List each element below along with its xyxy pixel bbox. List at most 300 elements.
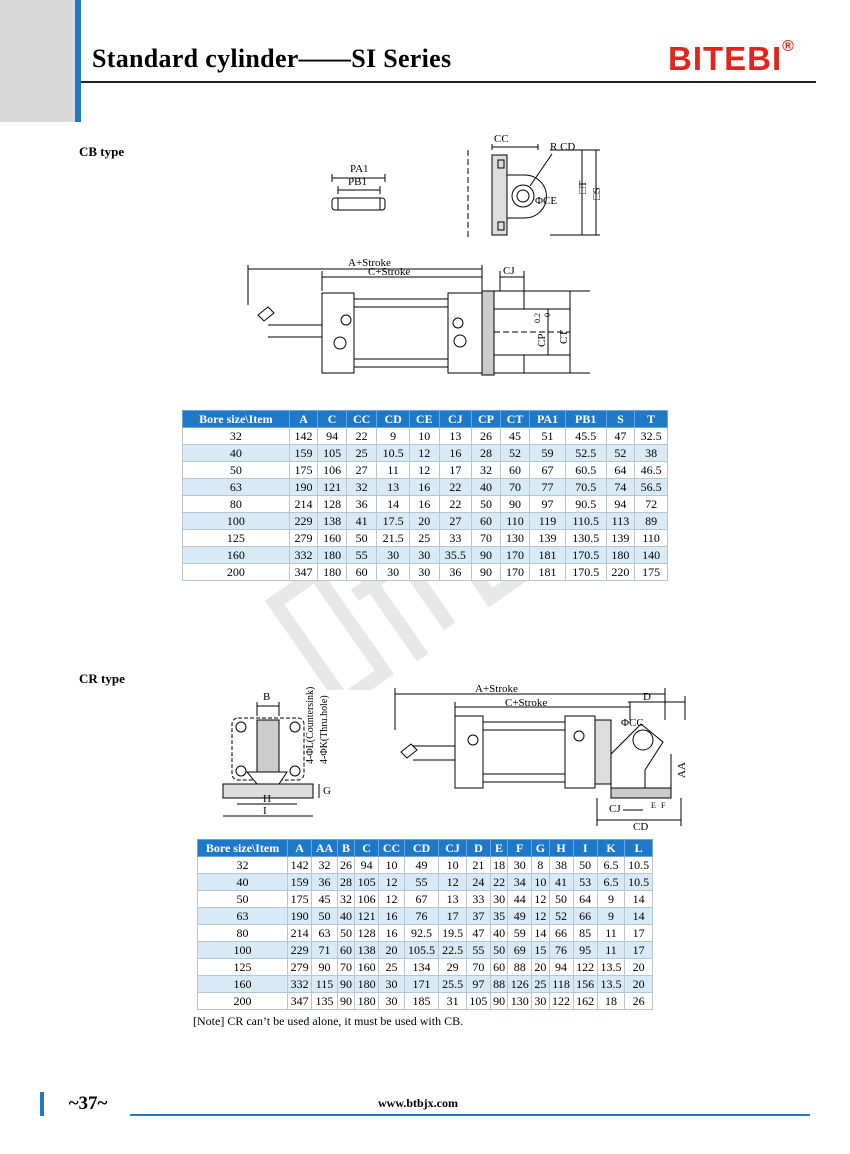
cp-tol-upper: 0.2	[533, 313, 542, 323]
table-cell: 105	[466, 993, 490, 1010]
bore-size-cell: 80	[183, 496, 290, 513]
table-cell: 22	[439, 496, 472, 513]
table-cell: 14	[377, 496, 410, 513]
table-cell: 105	[355, 874, 379, 891]
table-row	[198, 857, 653, 874]
table-cell: 16	[410, 496, 440, 513]
table-cell: 90	[500, 496, 530, 513]
table-cell: 70	[472, 530, 501, 547]
table-cell: 11	[597, 942, 625, 959]
column-header: A	[288, 840, 312, 857]
cb-pin-and-bracket-diagram	[320, 130, 620, 250]
f-label: F	[661, 801, 666, 810]
table-cell: 66	[549, 925, 573, 942]
column-header: T	[635, 411, 668, 428]
table-cell: 27	[439, 513, 472, 530]
table-cell: 30	[379, 976, 405, 993]
table-cell: 126	[508, 976, 532, 993]
column-header: PA1	[530, 411, 566, 428]
table-cell: 138	[318, 513, 347, 530]
table-cell: 36	[346, 496, 376, 513]
bore-size-cell: 100	[183, 513, 290, 530]
table-row	[183, 428, 668, 445]
table-cell: 50	[573, 857, 597, 874]
table-cell: 10.5	[625, 857, 653, 874]
table-cell: 32	[472, 462, 501, 479]
cr-dimension-table	[197, 839, 653, 1010]
table-cell: 13.5	[597, 976, 625, 993]
bore-size-cell: 50	[183, 462, 290, 479]
table-cell: 139	[606, 530, 635, 547]
table-cell: 63	[312, 925, 338, 942]
table-cell: 70	[337, 959, 354, 976]
table-cell: 53	[573, 874, 597, 891]
table-cell: 110	[635, 530, 668, 547]
table-cell: 33	[466, 891, 490, 908]
table-cell: 171	[404, 976, 438, 993]
table-header-row	[183, 411, 668, 428]
cb-cylinder-assembly-diagram	[240, 255, 600, 380]
table-cell: 17	[625, 942, 653, 959]
table-cell: 12	[379, 874, 405, 891]
table-row	[183, 496, 668, 513]
table-cell: 214	[289, 496, 318, 513]
table-cell: 22	[346, 428, 376, 445]
cc-diameter-label: ΦCC	[621, 717, 644, 729]
table-row	[198, 959, 653, 976]
column-header: CJ	[439, 840, 467, 857]
table-cell: 229	[288, 942, 312, 959]
table-cell: 90	[472, 547, 501, 564]
table-cell: 94	[318, 428, 347, 445]
table-cell: 70.5	[565, 479, 606, 496]
table-cell: 122	[549, 993, 573, 1010]
table-cell: 95	[573, 942, 597, 959]
header-sidebar-block	[0, 0, 75, 122]
table-cell: 27	[346, 462, 376, 479]
table-cell: 12	[532, 908, 549, 925]
table-cell: 90	[490, 993, 507, 1010]
table-cell: 17	[625, 925, 653, 942]
table-cell: 97	[466, 976, 490, 993]
table-cell: 74	[606, 479, 635, 496]
table-cell: 142	[288, 857, 312, 874]
table-cell: 69	[508, 942, 532, 959]
k-thru-label: 4-ΦK(Thru.hole)	[319, 695, 330, 764]
table-cell: 60	[500, 462, 530, 479]
table-cell: 46.5	[635, 462, 668, 479]
table-cell: 52	[549, 908, 573, 925]
column-header: AA	[312, 840, 338, 857]
table-cell: 32	[346, 479, 376, 496]
bore-size-cell: 100	[198, 942, 288, 959]
cb-dimension-table	[182, 410, 668, 581]
cr-usage-note: [Note] CR can’t be used alone, it must be used with CB.	[193, 1014, 464, 1028]
table-cell: 21.5	[377, 530, 410, 547]
table-cell: 185	[404, 993, 438, 1010]
e-label: E	[651, 801, 656, 810]
table-cell: 38	[549, 857, 573, 874]
table-cell: 28	[337, 874, 354, 891]
ct-label: CT	[558, 329, 570, 344]
table-cell: 9	[597, 908, 625, 925]
i-label: I	[263, 805, 267, 817]
table-cell: 128	[318, 496, 347, 513]
table-cell: 90	[337, 976, 354, 993]
table-cell: 139	[530, 530, 566, 547]
table-cell: 94	[549, 959, 573, 976]
table-cell: 138	[355, 942, 379, 959]
table-cell: 40	[490, 925, 507, 942]
column-header: PB1	[565, 411, 606, 428]
table-cell: 22.5	[439, 942, 467, 959]
footer-rule	[130, 1114, 810, 1116]
table-cell: 49	[404, 857, 438, 874]
table-row	[183, 547, 668, 564]
table-cell: 17	[439, 908, 467, 925]
cr-cj-label: CJ	[609, 803, 621, 815]
table-cell: 60	[337, 942, 354, 959]
table-cell: 32	[312, 857, 338, 874]
cr-bracket-diagram	[215, 676, 340, 826]
table-cell: 55	[346, 547, 376, 564]
page-title: Standard cylinder——SI Series	[92, 44, 452, 73]
table-cell: 12	[410, 445, 440, 462]
table-cell: 162	[573, 993, 597, 1010]
table-cell: 47	[606, 428, 635, 445]
column-header: C	[355, 840, 379, 857]
table-cell: 128	[355, 925, 379, 942]
table-cell: 76	[404, 908, 438, 925]
table-header-row	[198, 840, 653, 857]
table-cell: 26	[625, 993, 653, 1010]
table-cell: 50	[337, 925, 354, 942]
table-cell: 59	[508, 925, 532, 942]
column-header: A	[289, 411, 318, 428]
table-cell: 9	[377, 428, 410, 445]
table-cell: 14	[625, 891, 653, 908]
cp-tol-lower: 0	[543, 313, 552, 317]
table-cell: 8	[532, 857, 549, 874]
table-cell: 41	[346, 513, 376, 530]
table-cell: 13	[439, 891, 467, 908]
table-row	[183, 445, 668, 462]
table-cell: 30	[490, 891, 507, 908]
table-cell: 14	[532, 925, 549, 942]
table-cell: 76	[549, 942, 573, 959]
table-cell: 279	[288, 959, 312, 976]
table-cell: 180	[355, 993, 379, 1010]
table-cell: 13.5	[597, 959, 625, 976]
table-cell: 60	[490, 959, 507, 976]
table-cell: 16	[379, 925, 405, 942]
column-header-bore-size: Bore size\Item	[183, 411, 290, 428]
table-cell: 180	[318, 564, 347, 581]
cr-c-stroke-label: C+Stroke	[505, 697, 548, 709]
table-cell: 17	[439, 462, 472, 479]
bore-size-cell: 40	[198, 874, 288, 891]
table-cell: 50	[549, 891, 573, 908]
table-cell: 121	[318, 479, 347, 496]
registered-mark: ®	[782, 38, 795, 55]
table-cell: 106	[355, 891, 379, 908]
l-countersink-label: 4-ΦL(Countersink)	[305, 686, 316, 764]
table-cell: 41	[549, 874, 573, 891]
table-cell: 10.5	[625, 874, 653, 891]
bore-size-cell: 125	[198, 959, 288, 976]
bore-size-cell: 80	[198, 925, 288, 942]
table-cell: 30	[377, 564, 410, 581]
table-cell: 30	[508, 857, 532, 874]
table-cell: 118	[549, 976, 573, 993]
table-row	[198, 908, 653, 925]
table-cell: 22	[490, 874, 507, 891]
table-row	[183, 513, 668, 530]
table-cell: 94	[606, 496, 635, 513]
table-cell: 49	[508, 908, 532, 925]
table-cell: 52.5	[565, 445, 606, 462]
table-cell: 19.5	[439, 925, 467, 942]
table-cell: 26	[472, 428, 501, 445]
table-cell: 170.5	[565, 547, 606, 564]
table-cell: 14	[625, 908, 653, 925]
table-cell: 175	[288, 891, 312, 908]
table-cell: 67	[530, 462, 566, 479]
table-cell: 180	[606, 547, 635, 564]
table-cell: 20	[625, 976, 653, 993]
table-cell: 130	[508, 993, 532, 1010]
table-cell: 90	[472, 564, 501, 581]
table-cell: 94	[355, 857, 379, 874]
column-header: CC	[346, 411, 376, 428]
table-cell: 113	[606, 513, 635, 530]
table-cell: 121	[355, 908, 379, 925]
column-header: CP	[472, 411, 501, 428]
table-cell: 25	[410, 530, 440, 547]
table-row	[198, 874, 653, 891]
brand-name: BITEBI	[668, 40, 783, 77]
table-cell: 10.5	[377, 445, 410, 462]
table-cell: 25.5	[439, 976, 467, 993]
bore-size-cell: 63	[183, 479, 290, 496]
table-cell: 88	[508, 959, 532, 976]
table-cell: 110.5	[565, 513, 606, 530]
table-cell: 175	[289, 462, 318, 479]
column-header: L	[625, 840, 653, 857]
table-row	[183, 530, 668, 547]
cb-type-label: CB type	[79, 144, 125, 159]
table-cell: 332	[289, 547, 318, 564]
column-header: G	[532, 840, 549, 857]
table-cell: 10	[532, 874, 549, 891]
t-label: □T	[577, 180, 589, 194]
g-label: G	[323, 785, 331, 797]
table-cell: 115	[312, 976, 338, 993]
bore-size-cell: 200	[198, 993, 288, 1010]
table-cell: 25	[346, 445, 376, 462]
table-cell: 12	[532, 891, 549, 908]
table-cell: 45	[500, 428, 530, 445]
table-cell: 29	[439, 959, 467, 976]
table-cell: 60	[472, 513, 501, 530]
table-cell: 50	[490, 942, 507, 959]
table-cell: 52	[500, 445, 530, 462]
table-cell: 229	[289, 513, 318, 530]
table-cell: 70	[500, 479, 530, 496]
table-cell: 181	[530, 547, 566, 564]
bore-size-cell: 125	[183, 530, 290, 547]
header-rule	[81, 81, 816, 83]
table-cell: 140	[635, 547, 668, 564]
table-cell: 6.5	[597, 857, 625, 874]
table-cell: 10	[410, 428, 440, 445]
bore-size-cell: 160	[183, 547, 290, 564]
table-cell: 64	[573, 891, 597, 908]
column-header: CJ	[439, 411, 472, 428]
table-row	[198, 925, 653, 942]
table-cell: 88	[490, 976, 507, 993]
column-header: E	[490, 840, 507, 857]
table-cell: 22	[439, 479, 472, 496]
footer-url: www.btbjx.com	[378, 1096, 458, 1110]
table-cell: 47	[466, 925, 490, 942]
table-cell: 72	[635, 496, 668, 513]
table-cell: 25	[379, 959, 405, 976]
table-cell: 170	[500, 547, 530, 564]
table-cell: 332	[288, 976, 312, 993]
table-cell: 190	[288, 908, 312, 925]
bore-size-cell: 160	[198, 976, 288, 993]
table-cell: 89	[635, 513, 668, 530]
table-cell: 60	[346, 564, 376, 581]
table-cell: 170	[500, 564, 530, 581]
table-cell: 130.5	[565, 530, 606, 547]
column-header: CD	[404, 840, 438, 857]
cr-a-stroke-label: A+Stroke	[475, 683, 518, 695]
table-cell: 16	[410, 479, 440, 496]
table-cell: 32	[337, 891, 354, 908]
table-cell: 13	[439, 428, 472, 445]
table-cell: 160	[355, 959, 379, 976]
table-cell: 190	[289, 479, 318, 496]
bore-size-cell: 32	[198, 857, 288, 874]
table-cell: 64	[606, 462, 635, 479]
cr-type-label: CR type	[79, 671, 125, 686]
table-cell: 20	[410, 513, 440, 530]
table-cell: 25	[532, 976, 549, 993]
table-cell: 30	[377, 547, 410, 564]
cd-label: CD	[633, 821, 649, 832]
table-row	[183, 564, 668, 581]
table-cell: 56.5	[635, 479, 668, 496]
column-header-bore-size: Bore size\Item	[198, 840, 288, 857]
table-cell: 16	[439, 445, 472, 462]
table-cell: 160	[318, 530, 347, 547]
table-cell: 97	[530, 496, 566, 513]
bore-size-cell: 200	[183, 564, 290, 581]
table-cell: 26	[337, 857, 354, 874]
table-cell: 12	[379, 891, 405, 908]
table-cell: 13	[377, 479, 410, 496]
table-cell: 30	[532, 993, 549, 1010]
column-header: CD	[377, 411, 410, 428]
column-header: K	[597, 840, 625, 857]
table-cell: 55	[466, 942, 490, 959]
table-cell: 40	[472, 479, 501, 496]
table-cell: 12	[439, 874, 467, 891]
rcd-label: R CD	[550, 141, 576, 153]
bore-size-cell: 32	[183, 428, 290, 445]
table-cell: 159	[289, 445, 318, 462]
table-cell: 181	[530, 564, 566, 581]
table-cell: 214	[288, 925, 312, 942]
table-cell: 105.5	[404, 942, 438, 959]
ce-label: ΦCE	[535, 195, 558, 207]
b-label: B	[263, 691, 271, 703]
column-header: D	[466, 840, 490, 857]
table-cell: 36	[312, 874, 338, 891]
table-cell: 52	[606, 445, 635, 462]
table-cell: 30	[410, 564, 440, 581]
cr-cylinder-assembly-diagram	[385, 680, 700, 832]
aa-label: AA	[676, 762, 688, 778]
table-cell: 50	[472, 496, 501, 513]
table-cell: 6.5	[597, 874, 625, 891]
table-cell: 71	[312, 942, 338, 959]
cc-label: CC	[494, 133, 509, 145]
table-cell: 11	[597, 925, 625, 942]
table-cell: 34	[508, 874, 532, 891]
table-cell: 12	[410, 462, 440, 479]
table-cell: 130	[500, 530, 530, 547]
table-cell: 60.5	[565, 462, 606, 479]
table-cell: 11	[377, 462, 410, 479]
table-cell: 37	[466, 908, 490, 925]
table-cell: 119	[530, 513, 566, 530]
table-cell: 28	[472, 445, 501, 462]
table-cell: 50	[346, 530, 376, 547]
table-cell: 15	[532, 942, 549, 959]
table-row	[183, 479, 668, 496]
table-cell: 40	[337, 908, 354, 925]
table-cell: 17.5	[377, 513, 410, 530]
table-cell: 220	[606, 564, 635, 581]
table-cell: 30	[410, 547, 440, 564]
table-cell: 142	[289, 428, 318, 445]
table-cell: 20	[625, 959, 653, 976]
table-cell: 180	[318, 547, 347, 564]
column-header: S	[606, 411, 635, 428]
c-stroke-label: C+Stroke	[368, 266, 411, 278]
table-cell: 9	[597, 891, 625, 908]
table-cell: 45.5	[565, 428, 606, 445]
column-header: CT	[500, 411, 530, 428]
table-row	[198, 942, 653, 959]
table-cell: 35	[490, 908, 507, 925]
column-header: CE	[410, 411, 440, 428]
table-row	[198, 993, 653, 1010]
table-cell: 33	[439, 530, 472, 547]
table-cell: 66	[573, 908, 597, 925]
s-label: □S	[591, 187, 603, 200]
column-header: H	[549, 840, 573, 857]
table-cell: 159	[288, 874, 312, 891]
table-cell: 18	[490, 857, 507, 874]
cp-label: CP	[536, 333, 548, 347]
table-cell: 16	[379, 908, 405, 925]
column-header: F	[508, 840, 532, 857]
table-cell: 20	[532, 959, 549, 976]
